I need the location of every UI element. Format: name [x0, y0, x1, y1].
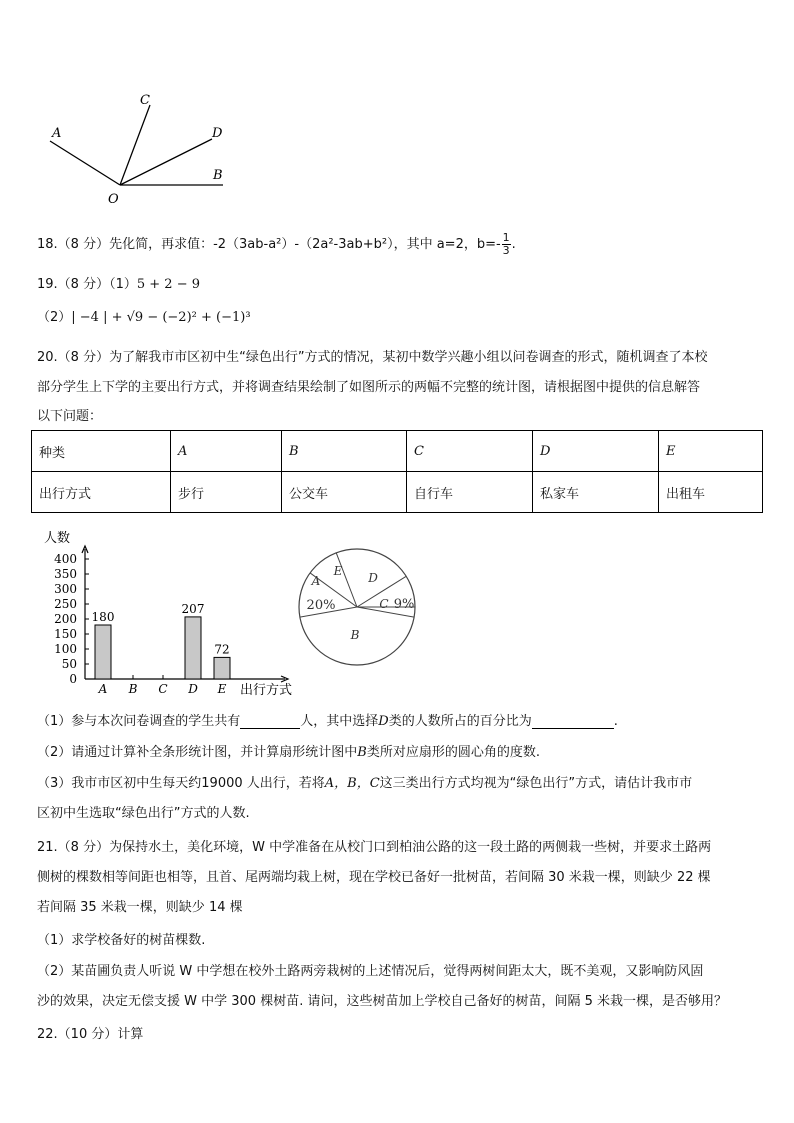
q20-line-3: 以下问题： [37, 409, 103, 424]
q20-sub1-text-a: （1）参与本次问卷调查的学生共有 [37, 714, 241, 729]
answer-blank-percent[interactable] [532, 714, 614, 729]
y-tick-label: 200 [54, 612, 77, 626]
q20-sub-3 [37, 772, 692, 791]
slice-value-label: 20% [306, 598, 336, 613]
x-tick-label: D [188, 682, 198, 696]
label-D: D [212, 126, 223, 141]
q20-sub2-text-a: （2）请通过计算补全条形统计图，并计算扇形统计图中 [37, 745, 358, 760]
y-tick-label: 300 [54, 582, 77, 596]
table-cell: 出租车 [659, 472, 763, 513]
question-19-part1 [37, 273, 200, 292]
question-18 [37, 232, 516, 257]
y-tick-label: 400 [54, 552, 77, 566]
table-row [32, 431, 763, 472]
y-tick-label: 250 [54, 597, 77, 611]
slice-label: E [333, 564, 343, 578]
question-19-part2 [37, 306, 251, 325]
table-cell: 公交车 [282, 472, 407, 513]
y-tick-label: 50 [61, 657, 77, 671]
label-C: C [140, 93, 150, 108]
q20-sub-3-line-2: 区初中生选取“绿色出行”方式的人数. [37, 806, 250, 821]
q21-sub-1: （1）求学校备好的树苗棵数. [37, 933, 206, 948]
data-label: 72 [214, 642, 230, 657]
angle-figure [40, 85, 240, 210]
q22-title: 22.（10 分）计算 [37, 1027, 144, 1042]
table-cell: B [282, 431, 407, 472]
x-tick-label: E [217, 682, 227, 696]
q18-fraction [502, 232, 511, 257]
q20-sub3-text-a: （3）我市市区初中生每天约19000 人出行，若将 [37, 776, 325, 791]
q21-line-2: 侧树的棵数相等间距也相等，且首、尾两端均栽上树，现在学校已备好一批树苗，若间隔 30 米栽一棵，则缺少 22 棵 [37, 870, 711, 885]
table-cell: E [659, 431, 763, 472]
x-axis-label: 出行方式 [240, 683, 293, 697]
q21-line-1: 21.（8 分）为保持水土，美化环境，W 中学准备在从校门口到柏油公路的这一段土路的两侧栽一些树，并要求土路两 [37, 840, 712, 855]
q18-text: 18.（8 分）先化简，再求值：-2（3ab-a²）-（2a²-3ab+b²），其中 a=2，b=- [37, 237, 501, 252]
bar [214, 657, 230, 679]
q21-sub-2-line-2: 沙的效果，决定无偿支援 W 中学 300 棵树苗. 请问，这些树苗加上学校自己备好的树苗，间隔 5 米栽一棵，是否够用？ [37, 994, 727, 1009]
ray-OC [120, 105, 150, 185]
y-tick-label: 0 [69, 672, 77, 686]
q20-line-1: 20.（8 分）为了解我市市区初中生“绿色出行”方式的情况，某初中数学兴趣小组以问卷调查的形式，随机调查了本校 [37, 350, 708, 365]
table-cell: 步行 [171, 472, 282, 513]
q20-sub1-period: . [613, 714, 618, 729]
data-label: 207 [181, 601, 205, 616]
q20-sub2-category: B [357, 745, 367, 760]
table-row [32, 472, 763, 513]
q18-suffix: . [511, 237, 516, 252]
q21-line-3: 若间隔 35 米栽一棵，则缺少 14 棵 [37, 900, 243, 915]
q19-part2-label: （2） [37, 310, 72, 325]
bar [95, 625, 111, 679]
slice-label: D [368, 571, 378, 585]
slice-label: B [350, 628, 360, 642]
q20-sub1-text-d: 类的人数所占的百分比为 [388, 714, 532, 729]
frac-numerator: 1 [502, 231, 510, 244]
y-tick-label: 350 [54, 567, 77, 581]
slice-label: A [311, 574, 321, 588]
answer-blank-count[interactable] [240, 714, 300, 729]
data-label: 180 [91, 610, 115, 624]
ray-OA [50, 141, 120, 185]
table-cell: 私家车 [533, 472, 659, 513]
q19-expression-1: 5 + 2 − 9 [136, 277, 200, 292]
table-cell: 自行车 [407, 472, 533, 513]
x-tick-label: A [98, 682, 108, 696]
q20-sub3-categories: A，B，C [324, 776, 380, 791]
table-cell: D [533, 431, 659, 472]
table-cell: 出行方式 [32, 472, 171, 513]
label-A: A [52, 126, 62, 141]
y-tick-label: 100 [54, 642, 77, 656]
q20-sub-2 [37, 741, 540, 760]
pie-chart [292, 545, 422, 675]
x-tick-label: C [158, 682, 168, 696]
q20-sub-1 [37, 710, 618, 729]
q19-expression-2: | −4 | + √9 − (−2)² + (−1)³ [71, 310, 251, 325]
q20-sub1-category: D [378, 714, 389, 729]
label-O: O [108, 192, 119, 207]
label-B: B [213, 168, 223, 183]
slice-label: C [379, 597, 389, 611]
q20-sub1-text-b: 人，其中选择 [300, 714, 379, 729]
y-axis-label: 人数 [44, 531, 71, 546]
q19-title: 19.（8 分）（1） [37, 277, 137, 292]
q20-sub3-text-c: 这三类出行方式均视为“绿色出行”方式，请估计我市市 [379, 776, 693, 791]
table-cell: 种类 [32, 431, 171, 472]
slice-value-label: 9% [393, 597, 415, 612]
q21-sub-2-line-1: （2）某苗圃负责人听说 W 中学想在校外土路两旁栽树的上述情况后，觉得两树间距太大，既不美观，又影响防风固 [37, 964, 704, 979]
q20-line-2: 部分学生上下学的主要出行方式，并将调查结果绘制了如图所示的两幅不完整的统计图，请根据图中提供的信息解答 [37, 380, 701, 395]
q20-sub2-text-c: 类所对应扇形的圆心角的度数. [366, 745, 540, 760]
table-cell: A [171, 431, 282, 472]
bar-chart [30, 522, 300, 697]
table-cell: C [407, 431, 533, 472]
y-tick-label: 150 [54, 627, 77, 641]
bar [185, 617, 201, 679]
ray-OD [120, 139, 212, 185]
x-tick-label: B [128, 682, 138, 696]
travel-mode-table [31, 430, 763, 513]
frac-denominator: 3 [502, 244, 510, 257]
